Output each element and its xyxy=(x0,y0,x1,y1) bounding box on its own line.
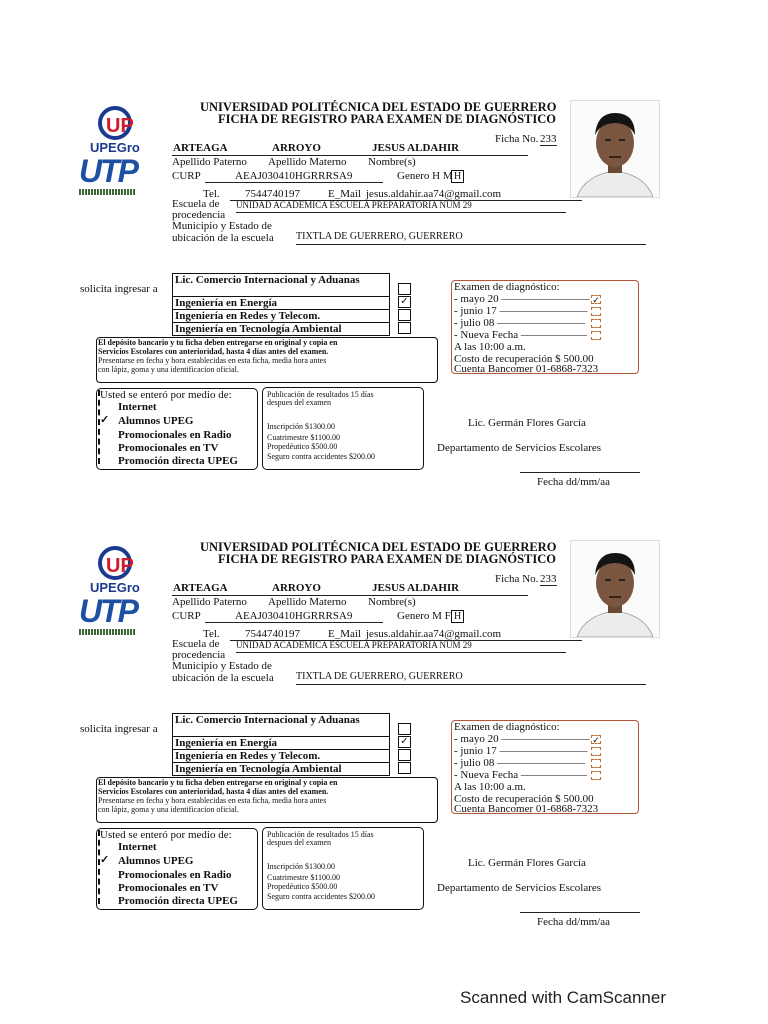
deposito-line-2: Servicios Escolares con anterioridad, hasta 4 días antes del examen. xyxy=(98,787,329,796)
apellido-materno-value: ARROYO xyxy=(272,582,321,594)
genero-value: H xyxy=(451,170,464,183)
medio-option: Promocionales en TV xyxy=(118,442,219,454)
upegro-logo: UPEGro xyxy=(90,140,140,155)
genero-value: H xyxy=(451,610,464,623)
inscripcion-text: Inscripción $1300.00 xyxy=(267,422,335,431)
costo-text: Costo de recuperación $ 500.00 xyxy=(454,793,594,805)
ficha-number: 233 xyxy=(540,133,557,145)
escuela-underline xyxy=(236,212,566,213)
cuatrimestre-text: Cuatrimestre $1100.00 xyxy=(267,433,341,442)
procedencia-label: procedencia xyxy=(172,209,226,221)
escuela-label: Escuela de xyxy=(172,638,220,650)
fecha-option: - mayo 20 ———————— xyxy=(454,293,590,305)
fecha-label: Fecha dd/mm/aa xyxy=(537,476,611,488)
costo-text: Costo de recuperación $ 500.00 xyxy=(454,353,594,365)
fecha-option: - julio 08 ———————— xyxy=(454,317,586,329)
carrera-checkbox[interactable] xyxy=(398,762,411,774)
up-logo-text: UP xyxy=(106,115,134,137)
medio-option: Promocionales en TV xyxy=(118,882,219,894)
fecha-label: Fecha dd/mm/aa xyxy=(537,916,611,928)
registration-form xyxy=(0,100,768,545)
hora-text: A las 10:00 a.m. xyxy=(454,341,526,353)
registration-form xyxy=(0,540,768,985)
carrera-checkbox[interactable]: ✓ xyxy=(398,736,411,748)
deposito-line-4: con lápiz, goma y una identificacion oficial. xyxy=(98,805,239,814)
fecha-option: - junio 17 ———————— xyxy=(454,745,588,757)
tel-label: Tel. xyxy=(203,628,220,640)
curp-label: CURP xyxy=(172,610,201,622)
medio-checkbox-column xyxy=(98,390,104,464)
fecha-option: - junio 17 ———————— xyxy=(454,305,588,317)
fecha-checkbox[interactable] xyxy=(591,759,601,768)
up-logo xyxy=(97,105,137,141)
nombres-value: JESUS ALDAHIR xyxy=(372,142,460,154)
apellido-materno-value: ARROYO xyxy=(272,142,321,154)
carrera-checkbox[interactable] xyxy=(398,283,411,295)
medio-option: Alumnos UPEG xyxy=(118,415,194,427)
up-logo-text: UP xyxy=(106,555,134,577)
apellido-paterno-value: ARTEAGA xyxy=(173,142,228,154)
medio-option: Promocionales en Radio xyxy=(118,429,232,441)
municipio-label-2: ubicación de la escuela xyxy=(172,672,274,684)
fecha-checkbox[interactable]: ✓ xyxy=(592,295,600,305)
carrera-row: Ingeniería en Redes y Telecom. xyxy=(172,309,390,323)
carrera-row: Lic. Comercio Internacional y Aduanas xyxy=(172,273,390,297)
cuatrimestre-text: Cuatrimestre $1100.00 xyxy=(267,873,341,882)
email-value: jesus.aldahir.aa74@gmail.com xyxy=(366,188,502,200)
publicacion-line-2: despues del examen xyxy=(267,398,331,407)
municipio-value: TIXTLA DE GUERRERO, GUERRERO xyxy=(296,671,463,682)
examen-title: Examen de diagnóstico: xyxy=(454,281,560,293)
carrera-row: Ingeniería en Tecnología Ambiental xyxy=(172,322,390,336)
carrera-checkbox[interactable]: ✓ xyxy=(398,296,411,308)
up-logo xyxy=(97,545,137,581)
publicacion-line-1: Publicación de resultados 15 días xyxy=(267,830,374,839)
email-label: E_Mail xyxy=(328,188,361,200)
nombres-value: JESUS ALDAHIR xyxy=(372,582,460,594)
municipio-underline xyxy=(296,684,646,685)
solicita-label: solicita ingresar a xyxy=(80,283,158,295)
logo-caption xyxy=(79,629,135,635)
deposito-line-3: Presentarse en fecha y hora establecidas en esta ficha, media hora antes xyxy=(98,796,327,805)
deposito-line-4: con lápiz, goma y una identificacion oficial. xyxy=(98,365,239,374)
apellido-paterno-value: ARTEAGA xyxy=(173,582,228,594)
medio-option: Promocionales en Radio xyxy=(118,869,232,881)
deposito-line-2: Servicios Escolares con anterioridad, hasta 4 días antes del examen. xyxy=(98,347,329,356)
email-label: E_Mail xyxy=(328,628,361,640)
curp-value: AEAJ030410HGRRRSA9 xyxy=(205,610,383,623)
fecha-option: - mayo 20 ———————— xyxy=(454,733,590,745)
ficha-number: 233 xyxy=(540,573,557,585)
carrera-row: Lic. Comercio Internacional y Aduanas xyxy=(172,713,390,737)
carrera-checkbox[interactable] xyxy=(398,749,411,761)
municipio-underline xyxy=(296,244,646,245)
inscripcion-text: Inscripción $1300.00 xyxy=(267,862,335,871)
carrera-row: Ingeniería en Tecnología Ambiental xyxy=(172,762,390,776)
carrera-row: Ingeniería en Energía xyxy=(172,736,390,750)
genero-label: Genero M F xyxy=(397,610,451,622)
spacer xyxy=(437,854,438,855)
fecha-checkbox[interactable] xyxy=(591,771,601,780)
label-apellido-materno: Apellido Materno xyxy=(268,596,347,608)
tel-value: 7544740197 xyxy=(245,188,300,200)
medio-title: Usted se enteró por medio de: xyxy=(100,389,232,401)
tel-value: 7544740197 xyxy=(245,628,300,640)
carrera-checkbox[interactable] xyxy=(398,723,411,735)
camscanner-footer: Scanned with CamScanner xyxy=(460,988,667,1007)
label-apellido-paterno: Apellido Paterno xyxy=(172,156,247,168)
carrera-checkbox[interactable] xyxy=(398,309,411,321)
medio-mark[interactable]: ✓ xyxy=(100,414,110,426)
logo-caption xyxy=(79,189,135,195)
upegro-logo: UPEGro xyxy=(90,580,140,595)
label-apellido-paterno: Apellido Paterno xyxy=(172,596,247,608)
medio-mark[interactable]: ✓ xyxy=(100,854,110,866)
tel-label: Tel. xyxy=(203,188,220,200)
procedencia-label: procedencia xyxy=(172,649,226,661)
label-nombres: Nombre(s) xyxy=(368,596,416,608)
medio-option: Internet xyxy=(118,401,157,413)
ficha-label: Ficha No. xyxy=(495,133,539,145)
deposito-line-1: El depósito bancario y tu ficha deben entregarse en original y copia en xyxy=(98,338,338,347)
form-title: FICHA DE REGISTRO PARA EXAMEN DE DIAGNÓSTICO xyxy=(218,112,557,126)
propedeutico-text: Propedéutico $500.00 xyxy=(267,882,338,891)
carrera-row: Ingeniería en Redes y Telecom. xyxy=(172,749,390,763)
fecha-underline xyxy=(520,912,640,913)
medio-option: Alumnos UPEG xyxy=(118,855,194,867)
medio-option: Internet xyxy=(118,841,157,853)
escuela-underline xyxy=(236,652,566,653)
label-nombres: Nombre(s) xyxy=(368,156,416,168)
fecha-checkbox[interactable] xyxy=(591,319,601,328)
medio-option: Promoción directa UPEG xyxy=(118,455,238,467)
solicita-label: solicita ingresar a xyxy=(80,723,158,735)
carrera-checkbox[interactable] xyxy=(398,322,411,334)
fecha-option: - julio 08 ———————— xyxy=(454,757,586,769)
publicacion-line-2: despues del examen xyxy=(267,838,331,847)
departamento-text: Departamento de Servicios Escolares xyxy=(437,882,602,894)
utp-logo: UTP xyxy=(79,153,137,189)
firmante: Lic. Germán Flores García xyxy=(468,417,586,429)
fecha-option: - Nueva Fecha —————— xyxy=(454,329,587,341)
escuela-value: UNIDAD ACADEMICA ESCUELA PREPARATORIA NUM 29 xyxy=(236,640,472,650)
publicacion-line-1: Publicación de resultados 15 días xyxy=(267,390,374,399)
deposito-line-1: El depósito bancario y tu ficha deben entregarse en original y copia en xyxy=(98,778,338,787)
applicant-photo xyxy=(570,540,660,638)
curp-label: CURP xyxy=(172,170,201,182)
carrera-row: Ingeniería en Energía xyxy=(172,296,390,310)
medio-title: Usted se enteró por medio de: xyxy=(100,829,232,841)
applicant-photo xyxy=(570,100,660,198)
ficha-label: Ficha No. xyxy=(495,573,539,585)
cuenta-text: Cuenta Bancomer 01-6868-7323 xyxy=(454,805,599,814)
examen-title: Examen de diagnóstico: xyxy=(454,721,560,733)
fecha-underline xyxy=(520,472,640,473)
seguro-text: Seguro contra accidentes $200.00 xyxy=(267,452,375,461)
genero-label: Genero H M xyxy=(397,170,453,182)
university-name: UNIVERSIDAD POLITÉCNICA DEL ESTADO DE GUERRERO xyxy=(200,100,557,114)
email-value: jesus.aldahir.aa74@gmail.com xyxy=(366,628,502,640)
spacer xyxy=(437,414,438,415)
utp-logo: UTP xyxy=(79,593,137,629)
municipio-label-1: Municipio y Estado de xyxy=(172,660,272,672)
label-apellido-materno: Apellido Materno xyxy=(268,156,347,168)
hora-text: A las 10:00 a.m. xyxy=(454,781,526,793)
escuela-value: UNIDAD ACADEMICA ESCUELA PREPARATORIA NUM 29 xyxy=(236,200,472,210)
municipio-label-1: Municipio y Estado de xyxy=(172,220,272,232)
municipio-value: TIXTLA DE GUERRERO, GUERRERO xyxy=(296,231,463,242)
deposito-line-3: Presentarse en fecha y hora establecidas en esta ficha, media hora antes xyxy=(98,356,327,365)
form-title: FICHA DE REGISTRO PARA EXAMEN DE DIAGNÓSTICO xyxy=(218,552,557,566)
fecha-checkbox[interactable] xyxy=(591,747,601,756)
curp-value: AEAJ030410HGRRRSA9 xyxy=(205,170,383,183)
fecha-checkbox[interactable] xyxy=(591,331,601,340)
university-name: UNIVERSIDAD POLITÉCNICA DEL ESTADO DE GUERRERO xyxy=(200,540,557,554)
cuenta-text: Cuenta Bancomer 01-6868-7323 xyxy=(454,365,599,374)
medio-option: Promoción directa UPEG xyxy=(118,895,238,907)
seguro-text: Seguro contra accidentes $200.00 xyxy=(267,892,375,901)
departamento-text: Departamento de Servicios Escolares xyxy=(437,442,602,454)
municipio-label-2: ubicación de la escuela xyxy=(172,232,274,244)
escuela-label: Escuela de xyxy=(172,198,220,210)
medio-checkbox-column xyxy=(98,830,104,904)
fecha-checkbox[interactable] xyxy=(591,307,601,316)
firmante: Lic. Germán Flores García xyxy=(468,857,586,869)
propedeutico-text: Propedéutico $500.00 xyxy=(267,442,338,451)
fecha-checkbox[interactable]: ✓ xyxy=(592,735,600,745)
fecha-option: - Nueva Fecha —————— xyxy=(454,769,587,781)
